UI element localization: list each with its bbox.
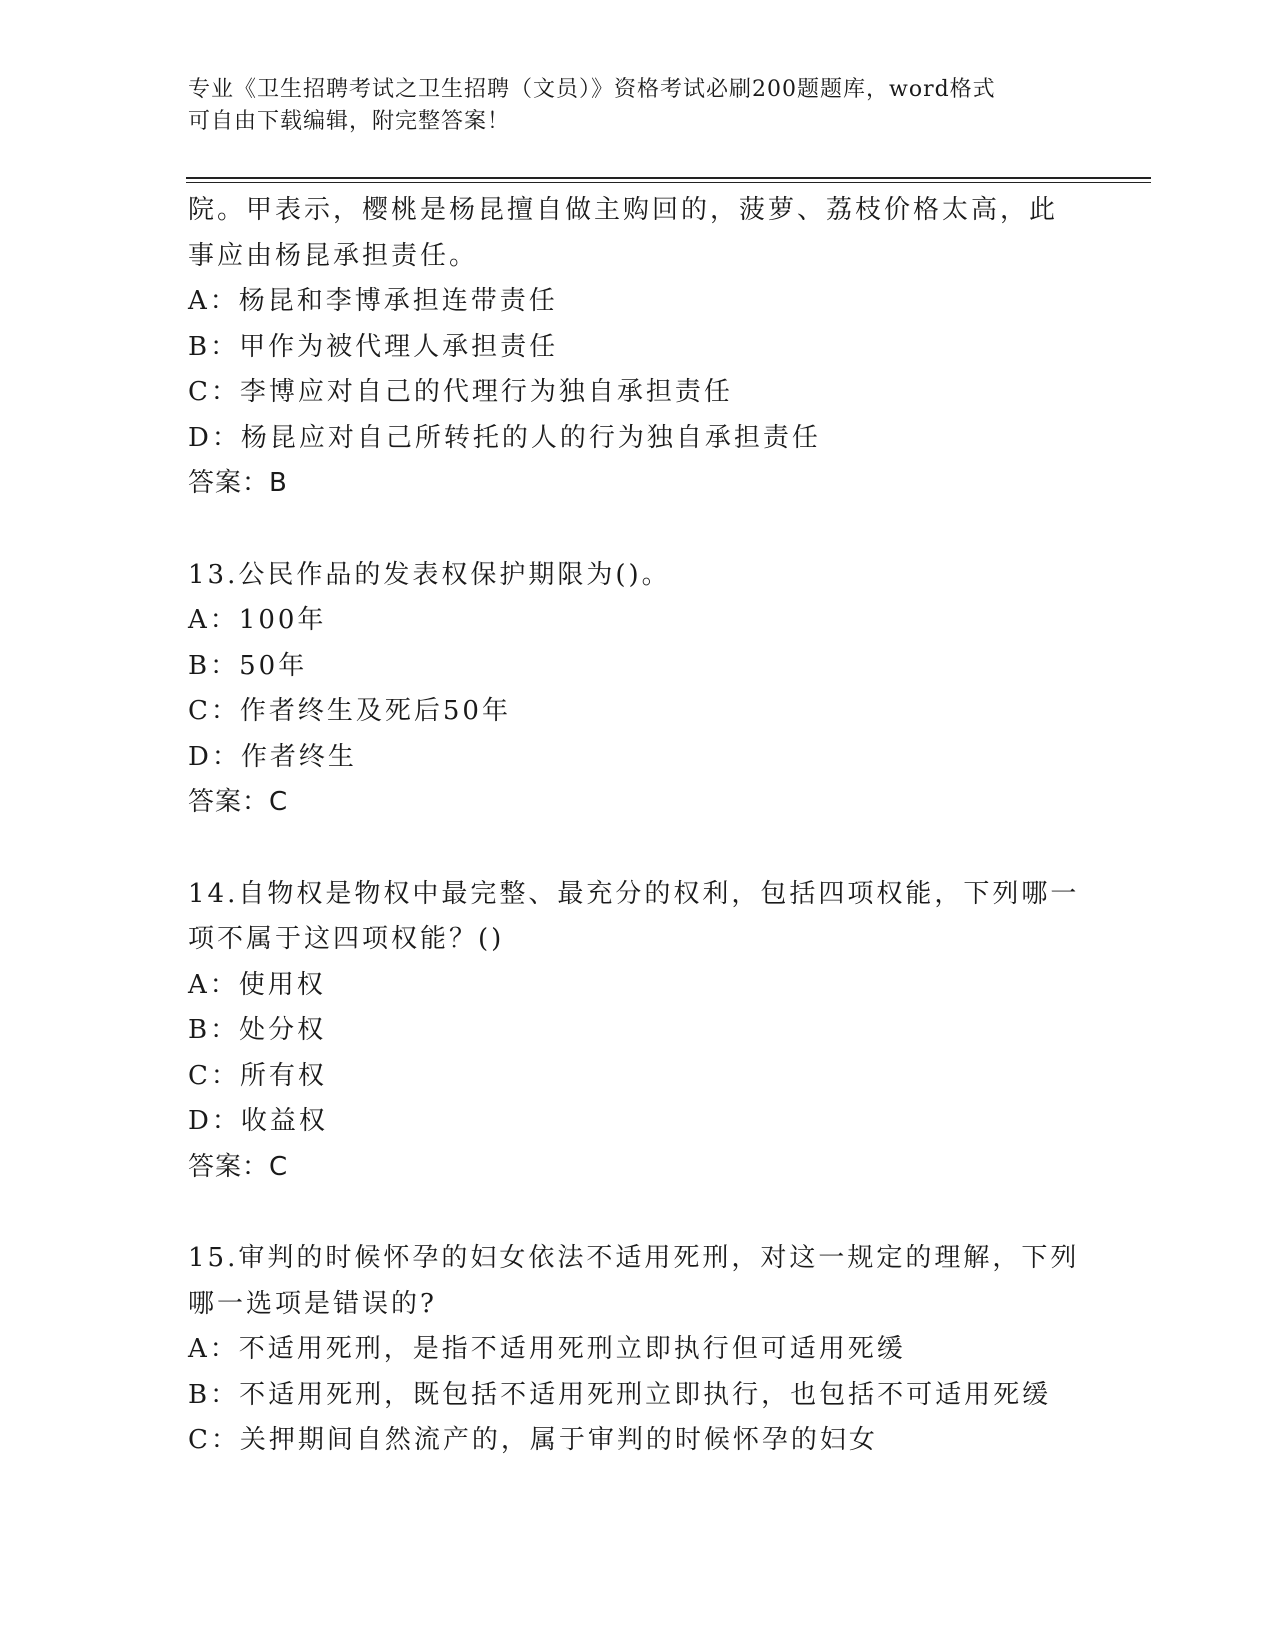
- option-b: B：50年: [188, 650, 308, 681]
- option-c: C：所有权: [188, 1060, 327, 1091]
- question-stem-line: 14.自物权是物权中最完整、最充分的权利，包括四项权能，下列哪一: [188, 878, 1080, 909]
- option-b: B：不适用死刑，既包括不适用死刑立即执行，也包括不可适用死缓: [188, 1379, 1052, 1410]
- document-body: [188, 188, 1108, 1464]
- question-stem-line: 项不属于这四项权能？(): [188, 924, 505, 954]
- page-header: [188, 74, 1088, 138]
- question-12-continuation: [188, 188, 1108, 507]
- question-stem-line: 哪一选项是错误的?: [188, 1288, 437, 1319]
- option-c: C：作者终生及死后50年: [188, 696, 511, 726]
- answer-line: 答案：B: [188, 468, 288, 498]
- question-15: [188, 1236, 1108, 1464]
- option-b: B：处分权: [188, 1015, 327, 1045]
- header-divider-thick: [186, 177, 1151, 179]
- option-b: B：甲作为被代理人承担责任: [188, 331, 559, 362]
- answer-line: 答案：C: [188, 1151, 289, 1182]
- option-c: C：李博应对自己的代理行为独自承担责任: [188, 377, 733, 407]
- question-stem-line: 15.审判的时候怀孕的妇女依法不适用死刑，对这一规定的理解，下列: [188, 1243, 1080, 1273]
- header-title-line-2: 可自由下载编辑，附完整答案！: [188, 109, 511, 134]
- option-d: D：杨昆应对自己所转托的人的行为独自承担责任: [188, 422, 821, 453]
- question-stem-line: 13.公民作品的发表权保护期限为()。: [188, 559, 671, 590]
- question-stem-line: 事应由杨昆承担责任。: [188, 240, 479, 271]
- question-stem-line: 院。甲表示，樱桃是杨昆擅自做主购回的，菠萝、荔枝价格太高，此: [188, 195, 1059, 225]
- header-title-line-1: 专业《卫生招聘考试之卫生招聘（文员）》资格考试必刷200题题库，word格式: [188, 77, 996, 102]
- option-d: D：收益权: [188, 1106, 328, 1136]
- spacer: [188, 1190, 1108, 1236]
- spacer: [188, 507, 1108, 553]
- header-divider-thin: [186, 182, 1151, 183]
- option-a: A：杨昆和李博承担连带责任: [188, 286, 558, 316]
- option-d: D：作者终生: [188, 741, 357, 772]
- question-14: [188, 872, 1108, 1191]
- option-a: A：100年: [188, 605, 327, 635]
- spacer: [188, 826, 1108, 872]
- option-a: A：使用权: [188, 969, 326, 1000]
- option-a: A：不适用死刑，是指不适用死刑立即执行但可适用死缓: [188, 1334, 906, 1364]
- answer-line: 答案：C: [188, 787, 289, 817]
- option-c: C：关押期间自然流产的，属于审判的时候怀孕的妇女: [188, 1425, 878, 1455]
- question-13: [188, 553, 1108, 826]
